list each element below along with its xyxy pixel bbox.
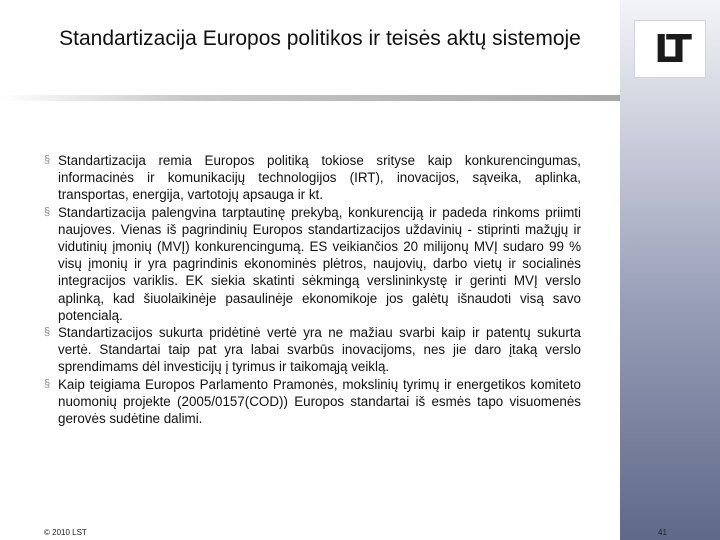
list-item (44, 204, 581, 324)
page-number: 41 (658, 528, 667, 537)
content-area (44, 152, 581, 427)
slide-title: Standartizacija Europos politikos ir teisės aktų sistemoje (59, 27, 581, 50)
bullet-icon: § (44, 377, 51, 390)
bullet-icon: § (44, 205, 51, 218)
bullet-text: Standartizacijos sukurta pridėtinė vertė yra ne mažiau svarbi kaip ir patentų sukurta vertė. Standartai taip pat yra labai svarbūs inovacijoms, nes jie daro įtaką verslo sprendimams dėl investicijų į tyrimus ir taikomąją veiklą. (58, 325, 581, 375)
bullet-text: Standartizacija palengvina tarptautinę prekybą, konkurenciją ir padeda rinkoms priimti naujoves. Vienas iš pagrindinių Europos standartizacijos uždavinių - stiprinti mažųjų ir vidutinių įmonių (MVĮ) konkurencingumą. ES veikiančios 20 milijonų MVĮ sudaro 99 % visų įmonių ir yra pagrindinis ekonominės plėtros, naujovių, darbo vietų ir socialinės integracijos variklis. EK siekia skatinti sėkmingą verslininkystę ir gerinti MVĮ verslo aplinką, kad šiuolaikinėje pasaulinėje ekonomikoje jos galėtų išnaudoti visą savo potencialą. (58, 204, 581, 323)
list-item (44, 324, 581, 376)
lst-logo (634, 20, 706, 78)
logo-text: LT (654, 27, 686, 71)
bullet-icon: § (44, 326, 51, 339)
bullet-text: Standartizacija remia Europos politiką tokiose srityse kaip konkurencingumas, informacinės ir komunikacijų technologijos (IRT), inovacijos, sąveika, aplinka, transportas, energija, vartotojų apsauga ir kt. (58, 153, 581, 203)
copyright-footer: © 2010 LST (44, 528, 87, 537)
title-divider (0, 95, 620, 101)
list-item (44, 152, 581, 204)
bullet-icon: § (44, 154, 51, 166)
list-item (44, 376, 581, 428)
right-sidebar (620, 0, 720, 540)
bullet-list (44, 152, 581, 427)
bullet-text: Kaip teigiama Europos Parlamento Pramonės, mokslinių tyrimų ir energetikos komiteto nuomonių projekte (2005/0157(COD)) Europos standartai iš esmės tapo visuomenės gerovės sudėtine dalimi. (58, 376, 581, 427)
